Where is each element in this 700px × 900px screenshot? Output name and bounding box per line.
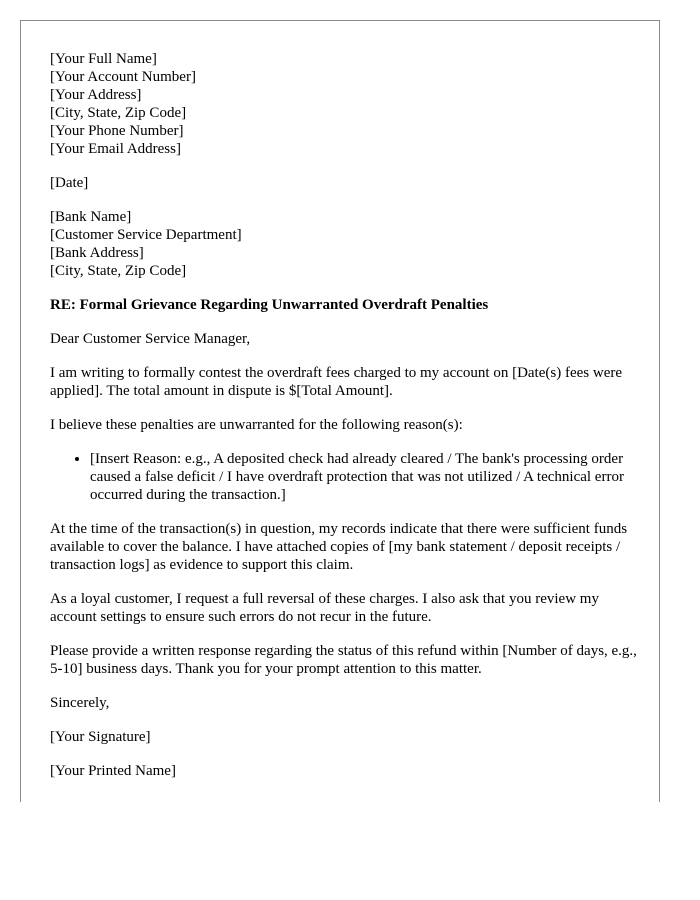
sender-city-state-zip: [City, State, Zip Code] bbox=[50, 105, 187, 121]
recipient-department: [Customer Service Department] bbox=[50, 227, 242, 243]
paragraph-request: As a loyal customer, I request a full reversal of these charges. I also ask that you review my account settings to ensure such errors do not recur in the future. bbox=[50, 591, 599, 625]
sender-email: [Your Email Address] bbox=[50, 141, 181, 157]
sender-block bbox=[50, 50, 640, 158]
closing: Sincerely, bbox=[50, 695, 110, 711]
reason-list-item: • [Insert Reason: e.g., A deposited check had already cleared / The bank's processing order caused a false deficit / I have overdraft protection that was not utilized / A technical error occurred during the transaction.] bbox=[90, 450, 640, 504]
salutation: Dear Customer Service Manager, bbox=[50, 331, 251, 347]
sender-address: [Your Address] bbox=[50, 87, 142, 103]
sender-phone: [Your Phone Number] bbox=[50, 123, 184, 139]
paragraph-reason-intro: I believe these penalties are unwarranted for the following reason(s): bbox=[50, 417, 463, 433]
letter-date: [Date] bbox=[50, 175, 89, 191]
paragraph-intro: I am writing to formally contest the overdraft fees charged to my account on [Date(s) fees were applied]. The total amount in dispute is $[Total Amount]. bbox=[50, 365, 622, 399]
recipient-city-state-zip: [City, State, Zip Code] bbox=[50, 263, 187, 279]
reason-list bbox=[50, 450, 640, 504]
recipient-block bbox=[50, 208, 640, 280]
letter-page bbox=[20, 20, 660, 802]
signature-placeholder: [Your Signature] bbox=[50, 729, 151, 745]
printed-name: [Your Printed Name] bbox=[50, 763, 176, 779]
recipient-bank-name: [Bank Name] bbox=[50, 209, 132, 225]
letter-subject: RE: Formal Grievance Regarding Unwarranted Overdraft Penalties bbox=[50, 297, 489, 313]
sender-name: [Your Full Name] bbox=[50, 51, 157, 67]
sender-account-number: [Your Account Number] bbox=[50, 69, 196, 85]
recipient-bank-address: [Bank Address] bbox=[50, 245, 144, 261]
paragraph-records: At the time of the transaction(s) in question, my records indicate that there were sufficient funds available to cover the balance. I have attached copies of [my bank statement / deposit receipts / transaction logs] as evidence to support this claim. bbox=[50, 521, 628, 573]
letter-content bbox=[50, 50, 640, 780]
paragraph-response: Please provide a written response regarding the status of this refund within [Number of days, e.g., 5-10] business days. Thank you for your prompt attention to this matter. bbox=[50, 643, 637, 677]
date-block bbox=[50, 174, 640, 192]
